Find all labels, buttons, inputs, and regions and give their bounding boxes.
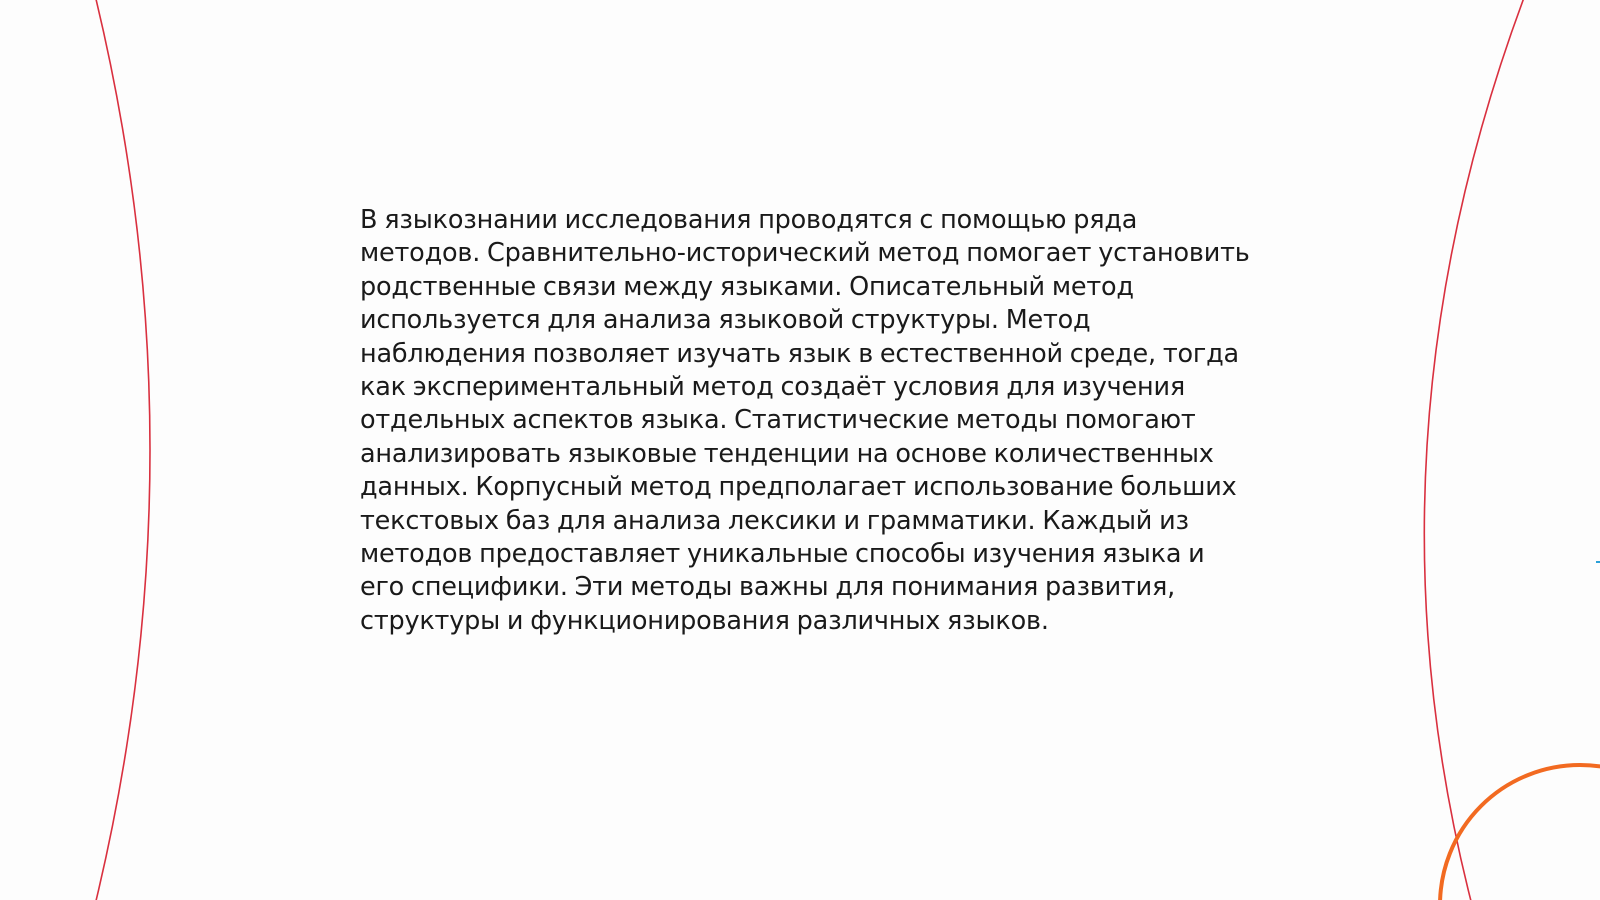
body-text: В языкознании исследования проводятся с помощью ряда методов. Сравнительно-исторический метод помогает установить родственные связи между языками. Описательный метод используется для анализа языковой структуры. Метод наблюдения позволяет изучать язык в естественной среде, тогда как экспериментальный метод создаёт условия для изучения отдельных аспектов языка. Статистические методы помогают анализировать языковые тенденции на основе количественных данных. Корпусный метод предполагает использование больших текстовых баз для анализа лексики и грамматики. Каждый из методов предоставляет уникальные способы изучения языка и его специфики. Эти методы важны для понимания развития, структуры и функционирования различных языков. xyxy=(360,205,1250,636)
left-curve xyxy=(95,0,150,900)
right-curve xyxy=(1424,0,1525,900)
corner-arc xyxy=(1440,765,1600,900)
